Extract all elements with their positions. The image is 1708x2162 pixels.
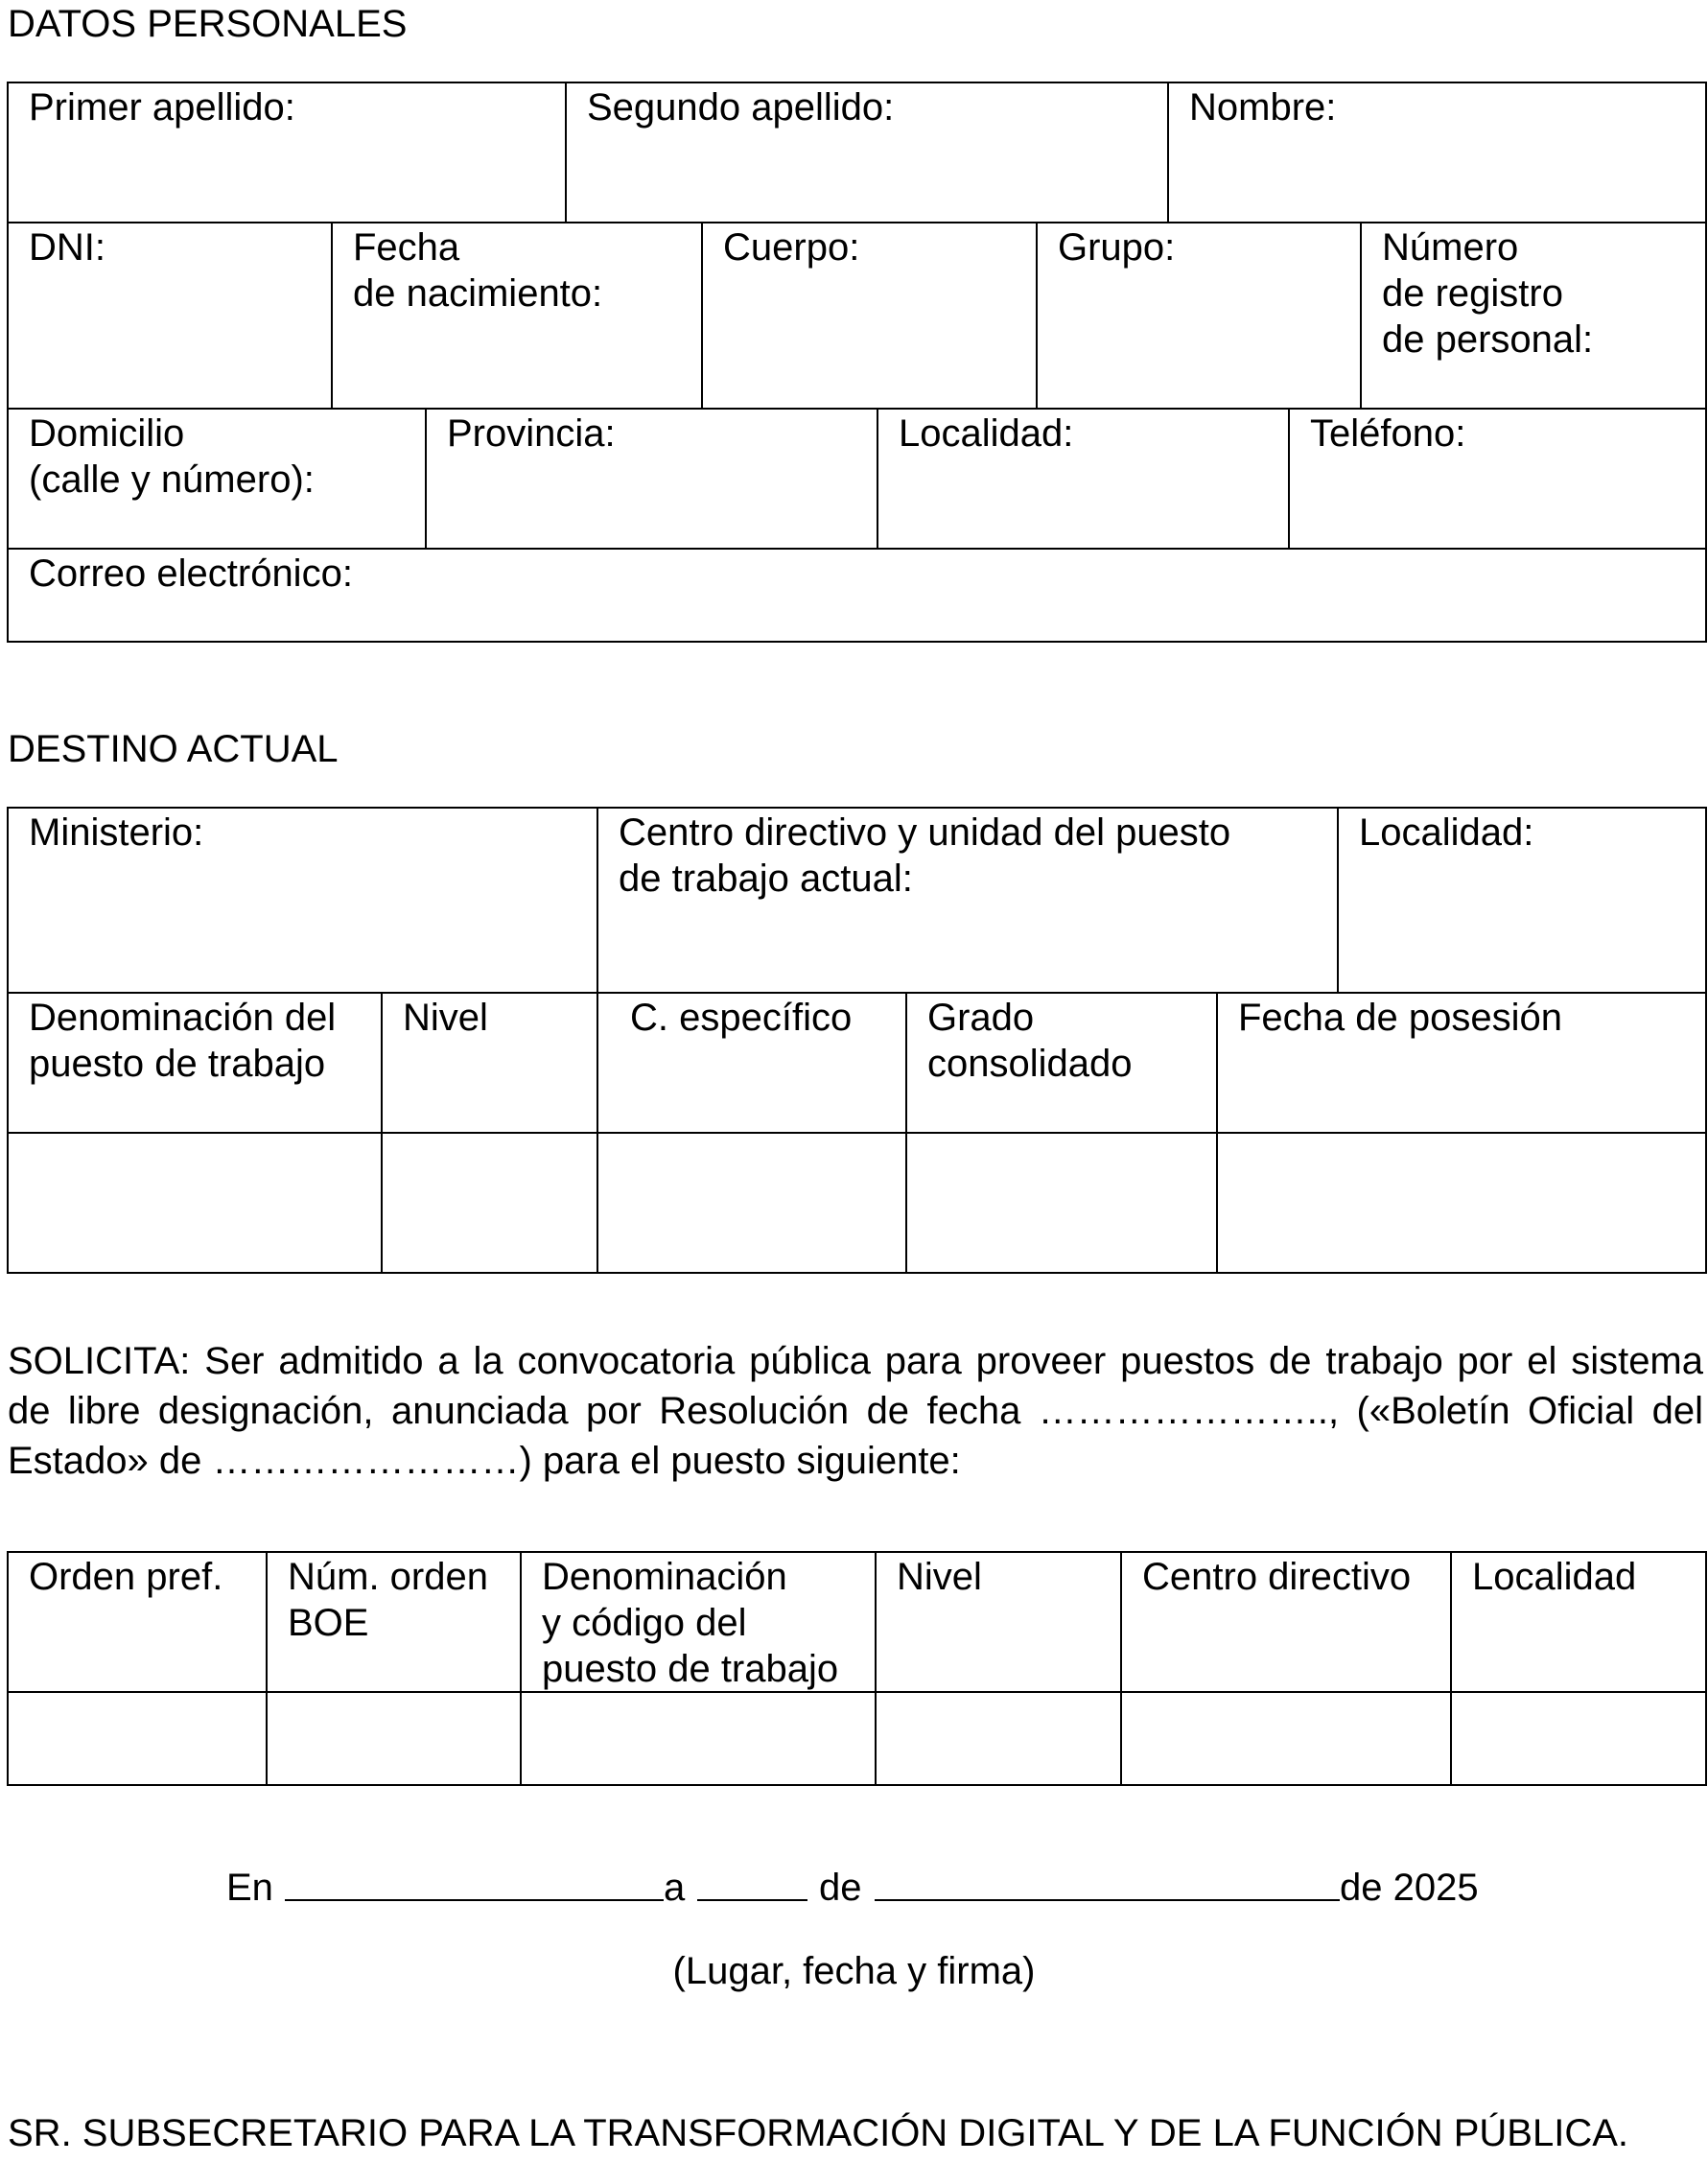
dni-field[interactable] <box>8 224 331 407</box>
denominacion-codigo-header <box>521 1554 875 1690</box>
provincia-field[interactable] <box>426 411 877 547</box>
puesto-localidad-label: Localidad <box>1472 1556 1637 1598</box>
cuerpo-label: Cuerpo: <box>723 226 860 269</box>
denominacion-codigo-label: Denominación y código del puesto de trabajo <box>542 1556 839 1690</box>
de-label: de <box>819 1867 862 1909</box>
nombre-field[interactable] <box>1168 84 1705 219</box>
solicita-line-2: de libre designación, anunciada por Resolución de fecha ………………….., («Boletín Oficial del <box>8 1390 1703 1432</box>
c-especifico-input-cell[interactable] <box>597 1135 905 1271</box>
primer-apellido-label: Primer apellido: <box>29 86 295 129</box>
grado-header <box>906 995 1216 1131</box>
nivel-header <box>382 995 597 1131</box>
denominacion-input-cell[interactable] <box>8 1135 381 1271</box>
localidad-field[interactable] <box>877 411 1288 547</box>
a-label: a <box>664 1867 686 1909</box>
puesto-nivel-header <box>876 1554 1120 1690</box>
orden-pref-label: Orden pref. <box>29 1556 223 1598</box>
nivel-input-cell[interactable] <box>382 1135 597 1271</box>
fecha-posesion-header <box>1217 995 1705 1131</box>
domicilio-label: Domicilio (calle y número): <box>29 412 315 501</box>
primer-apellido-field[interactable] <box>8 84 564 219</box>
denominacion-header <box>8 995 381 1131</box>
correo-field[interactable] <box>8 551 1705 641</box>
localidad-actual-field[interactable] <box>1338 810 1705 992</box>
ministerio-label: Ministerio: <box>29 811 204 854</box>
solicita-line-1: SOLICITA: Ser admitido a la convocatoria pública para proveer puestos de trabajo por el sistema <box>8 1340 1703 1382</box>
segundo-apellido-field[interactable] <box>566 84 1167 219</box>
solicita-line-3: Estado» de ……………………) para el puesto siguiente: <box>8 1440 961 1482</box>
fecha-nacimiento-field[interactable] <box>332 224 701 407</box>
ministerio-field[interactable] <box>8 810 597 992</box>
telefono-label: Teléfono: <box>1310 412 1466 455</box>
c-especifico-label: C. específico <box>630 997 853 1039</box>
centro-directivo-actual-label: Centro directivo y unidad del puesto de trabajo actual: <box>619 811 1231 900</box>
num-orden-boe-input-cell[interactable] <box>267 1694 520 1784</box>
provincia-label: Provincia: <box>447 412 616 455</box>
centro-directivo-actual-field[interactable] <box>597 810 1337 992</box>
num-orden-boe-header <box>267 1554 520 1690</box>
mes-blank[interactable] <box>875 1865 1340 1901</box>
fecha-nacimiento-label: Fecha de nacimiento: <box>353 226 603 315</box>
grado-input-cell[interactable] <box>906 1135 1216 1271</box>
puesto-localidad-header <box>1451 1554 1705 1690</box>
fecha-posesion-input-cell[interactable] <box>1217 1135 1705 1271</box>
orden-pref-header <box>8 1554 266 1690</box>
solicita-paragraph <box>8 1336 1703 1486</box>
signature-caption: (Lugar, fecha y firma) <box>672 1950 1036 1992</box>
orden-pref-input-cell[interactable] <box>8 1694 266 1784</box>
correo-label: Correo electrónico: <box>29 552 353 595</box>
denominacion-codigo-input-cell[interactable] <box>521 1694 875 1784</box>
puesto-localidad-input-cell[interactable] <box>1451 1694 1705 1784</box>
puesto-centro-directivo-header <box>1121 1554 1450 1690</box>
nivel-label: Nivel <box>403 997 488 1039</box>
nombre-label: Nombre: <box>1189 86 1337 129</box>
c-especifico-header <box>597 995 905 1131</box>
denominacion-label: Denominación del puesto de trabajo <box>29 997 337 1085</box>
localidad-actual-label: Localidad: <box>1359 811 1534 854</box>
dni-label: DNI: <box>29 226 105 269</box>
addressee-footer: SR. SUBSECRETARIO PARA LA TRANSFORMACIÓN DIGITAL Y DE LA FUNCIÓN PÚBLICA. <box>8 2112 1629 2154</box>
puesto-nivel-input-cell[interactable] <box>876 1694 1120 1784</box>
puesto-nivel-label: Nivel <box>897 1556 982 1598</box>
section-title-datos-personales: DATOS PERSONALES <box>8 3 408 45</box>
telefono-field[interactable] <box>1289 411 1705 547</box>
grupo-label: Grupo: <box>1058 226 1176 269</box>
puesto-centro-directivo-input-cell[interactable] <box>1121 1694 1450 1784</box>
localidad-label: Localidad: <box>899 412 1074 455</box>
lugar-blank[interactable] <box>285 1865 664 1901</box>
puesto-centro-directivo-label: Centro directivo <box>1142 1556 1412 1598</box>
segundo-apellido-label: Segundo apellido: <box>587 86 895 129</box>
dia-blank[interactable] <box>697 1865 807 1901</box>
grado-label: Grado consolidado <box>927 997 1133 1085</box>
fecha-posesion-label: Fecha de posesión <box>1238 997 1563 1039</box>
num-orden-boe-label: Núm. orden BOE <box>288 1556 488 1644</box>
numero-registro-field[interactable] <box>1361 224 1705 407</box>
numero-registro-label: Número de registro de personal: <box>1382 226 1594 361</box>
cuerpo-field[interactable] <box>702 224 1036 407</box>
grupo-field[interactable] <box>1037 224 1360 407</box>
en-label: En <box>226 1867 273 1909</box>
domicilio-field[interactable] <box>8 411 425 547</box>
de-year-label: de 2025 <box>1340 1867 1479 1909</box>
section-title-destino-actual: DESTINO ACTUAL <box>8 728 339 770</box>
